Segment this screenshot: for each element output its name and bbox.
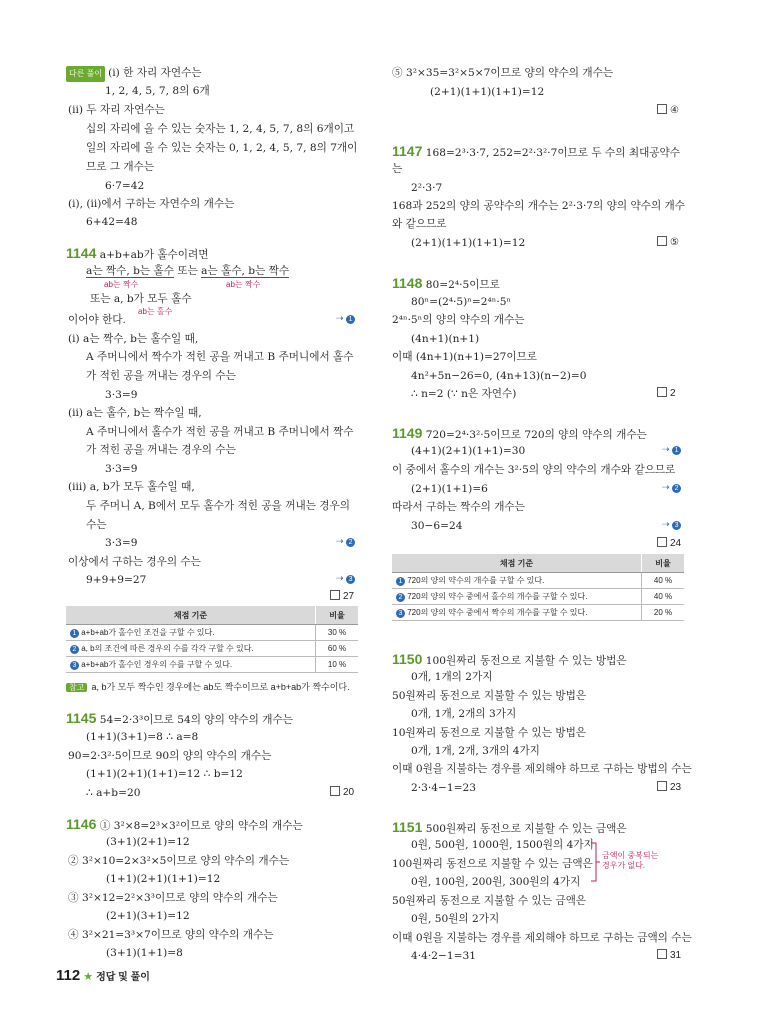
- alt-solution-line: 십의 자리에 올 수 있는 숫자는 1, 2, 4, 5, 7, 8의 6개이고: [86, 123, 355, 135]
- problem-1145-line: (1+1)(2+1)(1+1)=12 ∴ b=12: [86, 768, 243, 780]
- problem-1145-line: 90=2·3²·5이므로 90의 양의 약수의 개수는: [68, 750, 272, 762]
- problem-1146-line: ③ 3²×12=2²×3³이므로 양의 약수의 개수는: [68, 892, 278, 904]
- problem-1151-line: 0원, 100원, 200원, 300원의 4가지: [411, 876, 581, 888]
- callout-note: 금액이 중복되는 경우가 없다.: [602, 851, 659, 870]
- annotation: ab는 짝수: [226, 280, 261, 289]
- problem-1148-line: 4n²+5n−26=0, (4n+13)(n−2)=0: [411, 370, 587, 382]
- problem-1146-line: ⑤ 3²×35=3²×5×7이므로 양의 약수의 개수는: [392, 67, 614, 79]
- note-tag: 참고: [66, 683, 87, 692]
- problem-1145-line: ∴ a+b=20: [86, 787, 141, 799]
- problem-1144-line: 수는: [86, 519, 107, 531]
- footer-label: 정답 및 풀이: [96, 972, 150, 983]
- problem-1144-head: 1144 a+b+ab가 홀수이려면: [66, 245, 209, 261]
- problem-1146-line: ② 3²×10=2×3²×5이므로 양의 약수의 개수는: [68, 855, 290, 867]
- answer-box-icon: [330, 786, 340, 796]
- problem-1150-head: 1150 100원짜리 동전으로 지불할 수 있는 방법은: [392, 651, 627, 667]
- problem-number: 1148: [392, 275, 423, 291]
- problem-1147-line: 는: [392, 163, 403, 175]
- problem-1150-line: 0개, 1개의 2가지: [411, 671, 493, 683]
- problem-number: 1151: [392, 819, 423, 835]
- page-footer: [56, 967, 150, 984]
- problem-1146-line: (3+1)(2+1)=12: [106, 836, 190, 848]
- problem-1150-line: 이때 0원을 지불하는 경우를 제외해야 하므로 구하는 방법의 수는: [392, 763, 692, 775]
- answer-box-icon: [657, 537, 667, 547]
- answer-1144: 27: [330, 590, 354, 602]
- alt-solution-line: (ii) 두 자리 자연수는: [68, 104, 165, 116]
- problem-1144-line: A 주머니에서 홀수가 적힌 공을 꺼내고 B 주머니에서 짝수: [86, 426, 354, 438]
- problem-1151-line: 50원짜리 동전으로 지불할 수 있는 금액은: [392, 895, 587, 907]
- problem-number: 1144: [66, 245, 97, 261]
- problem-1147-head: 1147 168=2³·3·7, 252=2²·3²·7이므로 두 수의 최대공약수: [392, 143, 680, 159]
- problem-1146-line: (1+1)(2+1)(1+1)=12: [106, 873, 221, 885]
- problem-1146-line: (2+1)(1+1)(1+1)=12: [430, 86, 545, 98]
- problem-1149-line: (2+1)(1+1)=6: [411, 483, 488, 495]
- problem-1148-line: 2⁴ⁿ·5ⁿ의 양의 약수의 개수는: [392, 314, 525, 326]
- answer-box-icon: [657, 236, 667, 246]
- alt-solution-line: 다른 풀이 (i) 한 자리 자연수는: [66, 66, 202, 82]
- alt-solution-line: 6+42=48: [86, 216, 138, 228]
- scoring-table-1144: 채점 기준 비율 1 a+b+ab가 홀수인 조건을 구할 수 있다. 30 % 2 a, b의 조건에 따른 경우의 수를 각각 구할 수 있다. 60 % 3 a+b+ab가 홀수인 경우의 수를 구할 수 있다. 10 %: [66, 606, 358, 673]
- annotation: ab는 홀수: [138, 307, 173, 316]
- answer-1149: 24: [657, 537, 681, 549]
- problem-1144-line: 이어야 한다.: [68, 314, 126, 326]
- answer-box-icon: [657, 781, 667, 791]
- table-row: 2 720의 양의 약수 중에서 홀수의 개수를 구할 수 있다. 40 %: [392, 589, 684, 605]
- step-ref: ⇢ 2: [336, 536, 355, 547]
- problem-1150-line: 0개, 1개, 2개의 3가지: [411, 708, 517, 720]
- problem-1144-or: 또는 a, b가 모두 홀수: [90, 293, 192, 305]
- step-ref: ⇢ 2: [662, 482, 681, 493]
- problem-1147-line: (2+1)(1+1)(1+1)=12: [411, 237, 526, 249]
- problem-1144-line: 3·3=9: [105, 537, 138, 549]
- problem-number: 1150: [392, 651, 423, 667]
- problem-1151-line: 100원짜리 동전으로 지불할 수 있는 금액은: [392, 858, 593, 870]
- note: 참고 a, b가 모두 짝수인 경우에는 ab도 짝수이므로 a+b+ab가 짝수이다.: [66, 680, 350, 693]
- problem-number: 1149: [392, 425, 423, 441]
- problem-number: 1146: [66, 816, 97, 832]
- answer-1146: ④: [657, 104, 679, 116]
- problem-1149-line: (4+1)(2+1)(1+1)=30: [411, 445, 526, 457]
- answer-box-icon: [330, 590, 340, 600]
- step-ref: ⇢ 3: [662, 519, 681, 530]
- problem-1149-head: 1149 720=2⁴·3²·5이므로 720의 양의 약수의 개수는: [392, 425, 647, 441]
- problem-1148-line: ∴ n=2 (∵ n은 자연수): [411, 388, 517, 400]
- star-icon: ★: [83, 971, 94, 983]
- problem-1145-line: (1+1)(3+1)=8 ∴ a=8: [86, 731, 199, 743]
- step-ref: ⇢ 3: [336, 573, 355, 584]
- problem-1151-head: 1151 500원짜리 동전으로 지불할 수 있는 금액은: [392, 819, 627, 835]
- alt-solution-line: 므로 그 개수는: [86, 161, 155, 173]
- problem-1150-line: 2·3·4−1=23: [411, 782, 476, 794]
- problem-1147-line: 와 같으므로: [392, 218, 447, 230]
- problem-1144-line: 9+9+9=27: [86, 574, 147, 586]
- problem-1144-line: 3·3=9: [105, 463, 138, 475]
- problem-1150-line: 50원짜리 동전으로 지불할 수 있는 방법은: [392, 690, 587, 702]
- table-row: 3 a+b+ab가 홀수인 경우의 수를 구할 수 있다. 10 %: [66, 657, 358, 673]
- problem-1147-line: 2²·3·7: [411, 182, 443, 194]
- alt-solution-line: 일의 자리에 올 수 있는 숫자는 0, 1, 2, 4, 5, 7, 8의 7개이: [86, 142, 358, 154]
- problem-1144-line: 3·3=9: [105, 389, 138, 401]
- table-row: 1 720의 양의 약수의 개수를 구할 수 있다. 40 %: [392, 573, 684, 589]
- alt-solution-line: (i), (ii)에서 구하는 자연수의 개수는: [68, 198, 235, 210]
- problem-1146-line: (2+1)(3+1)=12: [106, 910, 190, 922]
- problem-number: 1147: [392, 143, 423, 159]
- problem-1151-line: 이때 0원을 지불하는 경우를 제외해야 하므로 구하는 금액의 수는: [392, 932, 692, 944]
- problem-1149-line: 이 중에서 홀수의 개수는 3²·5의 양의 약수의 개수와 같으므로: [392, 464, 676, 476]
- step-ref: ⇢ 1: [662, 444, 681, 455]
- bracket-icon: [590, 842, 600, 882]
- answer-1145: 20: [330, 786, 354, 798]
- problem-1144-line: A 주머니에서 짝수가 적힌 공을 꺼내고 B 주머니에서 홀수: [86, 351, 354, 363]
- page-number: 112: [56, 967, 81, 984]
- answer-box-icon: [657, 387, 667, 397]
- answer-1147: ⑤: [657, 236, 679, 248]
- problem-1150-line: 10원짜리 동전으로 지불할 수 있는 방법은: [392, 727, 587, 739]
- problem-1146-line: (3+1)(1+1)=8: [106, 947, 183, 959]
- answer-1151: 31: [657, 949, 681, 961]
- annotation: ab는 짝수: [104, 280, 139, 289]
- problem-1151-line: 0원, 50원의 2가지: [411, 913, 500, 925]
- problem-1148-line: 이때 (4n+1)(n+1)=27이므로: [392, 351, 538, 363]
- problem-1147-line: 168과 252의 양의 공약수의 개수는 2²·3·7의 양의 약수의 개수: [392, 200, 686, 212]
- alt-solution-line: 6·7=42: [105, 180, 145, 192]
- problem-1150-line: 0개, 1개, 2개, 3개의 4가지: [411, 745, 540, 757]
- step-ref: ⇢ 1: [336, 313, 355, 324]
- answer-1148: 2: [657, 387, 676, 399]
- answer-box-icon: [657, 949, 667, 959]
- table-row: 2 a, b의 조건에 따른 경우의 수를 각각 구할 수 있다. 60 %: [66, 641, 358, 657]
- problem-1146-head: 1146 ① 3²×8=2³×3²이므로 양의 약수의 개수는: [66, 816, 303, 832]
- problem-number: 1145: [66, 710, 97, 726]
- table-row: 3 720의 양의 약수 중에서 짝수의 개수를 구할 수 있다. 20 %: [392, 605, 684, 621]
- table-row: 1 a+b+ab가 홀수인 조건을 구할 수 있다. 30 %: [66, 625, 358, 641]
- alt-solution-badge: 다른 풀이: [66, 66, 105, 82]
- problem-1144-line: 가 적힌 공을 꺼내는 경우의 수는: [86, 370, 236, 382]
- problem-1148-line: (4n+1)(n+1): [411, 333, 480, 345]
- problem-1149-line: 따라서 구하는 짝수의 개수는: [392, 501, 525, 513]
- problem-1144-cases: a는 짝수, b는 홀수 또는 a는 홀수, b는 짝수: [86, 265, 290, 277]
- problem-1144-line: (ii) a는 홀수, b는 짝수일 때,: [68, 407, 202, 419]
- problem-1148-head: 1148 80=2⁴·5이므로: [392, 275, 500, 291]
- problem-1148-line: 80ⁿ=(2⁴·5)ⁿ=2⁴ⁿ·5ⁿ: [411, 296, 512, 308]
- problem-1144-line: (iii) a, b가 모두 홀수일 때,: [68, 481, 195, 493]
- problem-1144-line: 두 주머니 A, B에서 모두 홀수가 적힌 공을 꺼내는 경우의: [86, 500, 351, 512]
- scoring-table-1149: 채점 기준 비율 1 720의 양의 약수의 개수를 구할 수 있다. 40 % 2 720의 양의 약수 중에서 홀수의 개수를 구할 수 있다. 40 % 3 720의 양의 약수 중에서 짝수의 개수를 구할 수 있다. 20 %: [392, 554, 684, 621]
- problem-1151-line: 0원, 500원, 1000원, 1500원의 4가지: [411, 839, 594, 851]
- problem-1144-line: 이상에서 구하는 경우의 수는: [68, 556, 201, 568]
- answer-1150: 23: [657, 781, 681, 793]
- problem-1145-head: 1145 54=2·3³이므로 54의 양의 약수의 개수는: [66, 710, 293, 726]
- problem-1151-line: 4·4·2−1=31: [411, 950, 476, 962]
- answer-box-icon: [657, 104, 667, 114]
- problem-1144-line: 가 적힌 공을 꺼내는 경우의 수는: [86, 444, 236, 456]
- problem-1146-line: ④ 3²×21=3³×7이므로 양의 약수의 개수는: [68, 929, 274, 941]
- alt-solution-line: 1, 2, 4, 5, 7, 8의 6개: [105, 85, 210, 97]
- problem-1144-line: (i) a는 짝수, b는 홀수일 때,: [68, 333, 199, 345]
- problem-1149-line: 30−6=24: [411, 520, 463, 532]
